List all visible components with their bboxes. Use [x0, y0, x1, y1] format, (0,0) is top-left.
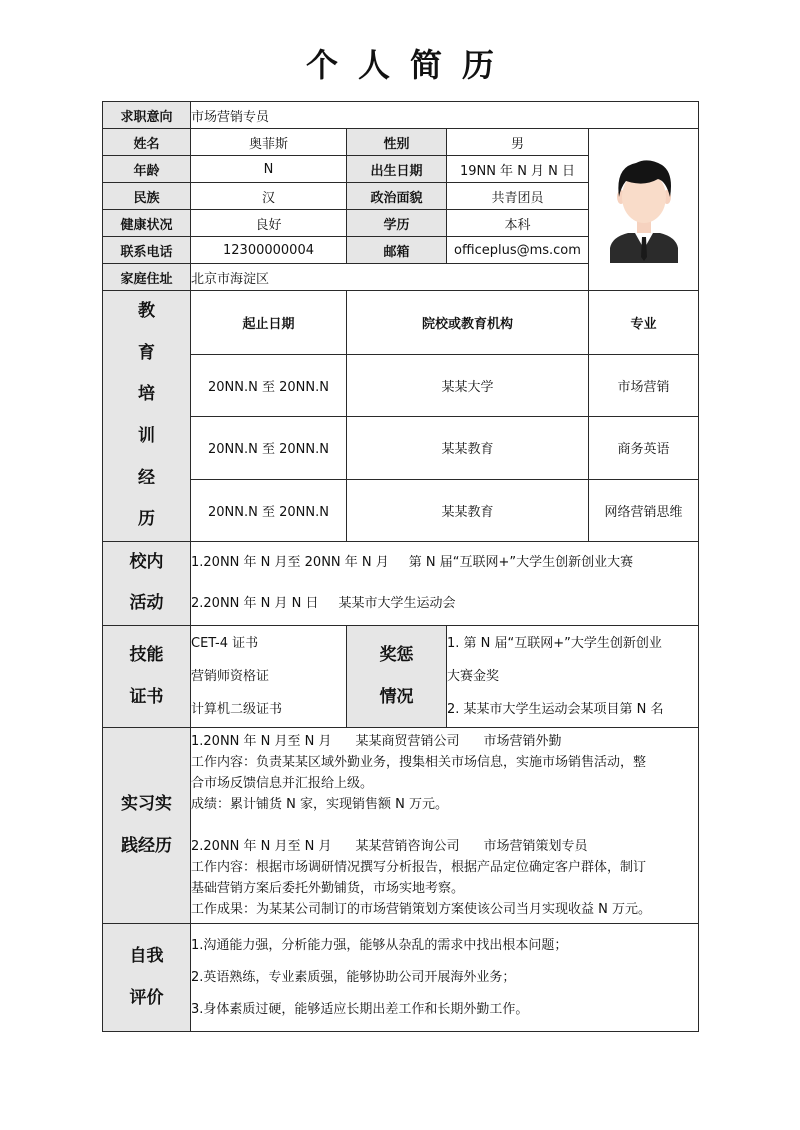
age-value: N: [191, 156, 347, 183]
job-intent-label: 求职意向: [103, 102, 191, 129]
edu-header-period: 起止日期: [191, 291, 347, 355]
edu-period: 20NN.N 至 20NN.N: [191, 479, 347, 541]
gender-label: 性别: [347, 129, 447, 156]
title-char: 个: [305, 46, 338, 84]
job-header: 1.20NN 年 N 月至 N 月 某某商贸营销公司 市场营销外勤: [191, 734, 562, 750]
table-row: [103, 354, 699, 416]
awards-section-label: 奖惩情况: [347, 626, 447, 728]
gender-value: 男: [447, 129, 589, 156]
campus-section-label: 校内活动: [103, 541, 191, 625]
resume-table: [102, 101, 699, 1032]
photo-cell: [589, 129, 699, 291]
job-header: 2.20NN 年 N 月至 N 月 某某营销咨询公司 市场营销策划专员: [191, 839, 588, 855]
ethnicity-value: 汉: [191, 183, 347, 210]
list-item: 2.英语熟练，专业素质强，能够协助公司开展海外业务；: [191, 969, 516, 985]
birth-label: 出生日期: [347, 156, 447, 183]
edu-school: 某某教育: [347, 417, 589, 479]
table-row: [103, 417, 699, 479]
list-item: 计算机二级证书: [191, 702, 283, 718]
page-title: [0, 40, 800, 86]
birth-value: 19NN 年 N 月 N 日: [447, 156, 589, 183]
edu-school: 某某教育: [347, 479, 589, 541]
edu-period: 20NN.N 至 20NN.N: [191, 417, 347, 479]
list-item: 2.20NN 年 N 月 N 日 某某市大学生运动会: [191, 596, 456, 612]
title-char: 人: [357, 46, 390, 84]
edu-header-major: 专业: [589, 291, 699, 355]
self-eval-section-label: 自我评价: [103, 924, 191, 1032]
title-char: 简: [410, 46, 443, 84]
certs-list: [191, 626, 347, 728]
ethnicity-label: 民族: [103, 183, 191, 210]
list-item: 3.身体素质过硬，能够适应长期出差工作和长期外勤工作。: [191, 1001, 529, 1017]
edu-period: 20NN.N 至 20NN.N: [191, 354, 347, 416]
political-value: 共青团员: [447, 183, 589, 210]
list-item: 1.20NN 年 N 月至 20NN 年 N 月 第 N 届“互联网+”大学生创新创业大赛: [191, 555, 634, 571]
edu-major: 商务英语: [589, 417, 699, 479]
age-label: 年龄: [103, 156, 191, 183]
edu-school: 某某大学: [347, 354, 589, 416]
campus-activities: [191, 541, 699, 625]
certs-section-label: 技能证书: [103, 626, 191, 728]
address-label: 家庭住址: [103, 264, 191, 291]
list-item: 1.沟通能力强，分析能力强，能够从杂乱的需求中找出根本问题；: [191, 937, 568, 953]
phone-label: 联系电话: [103, 237, 191, 264]
phone-value: 12300000004: [191, 237, 347, 264]
person-avatar-icon: [604, 153, 684, 263]
table-row: [103, 479, 699, 541]
internship-content: 1.20NN 年 N 月至 N 月 某某商贸营销公司 市场营销外勤 工作内容：负责某某区域外勤业务，搜集相关市场信息，实施市场销售活动，整 合市场反馈信息并汇报给上级。 成绩：累计铺货 N 家，实现销售额 N 万元。 2.20NN 年 N 月至 N 月 某某营销咨询公司 市场营销策划专员 工作内容：根据市场调研情况撰写分析报告，根据产品定位确定客户群体，制订 基础营销方案后委托外勤铺货，市场实地考察。 工作成果：为某某公司制订的市场营销策划方案使该公司当月实现收益 N 万元。: [191, 728, 699, 924]
edu-header-school: 院校或教育机构: [347, 291, 589, 355]
health-value: 良好: [191, 210, 347, 237]
list-item: 营销师资格证: [191, 669, 270, 685]
title-char: 历: [462, 46, 495, 84]
political-label: 政治面貌: [347, 183, 447, 210]
education-section-label: 教育培训经历: [103, 291, 191, 542]
health-label: 健康状况: [103, 210, 191, 237]
internship-section-label: 实习实践经历: [103, 728, 191, 924]
job-intent-value: 市场营销专员: [191, 102, 699, 129]
edu-major: 市场营销: [589, 354, 699, 416]
email-value: officeplus@ms.com: [447, 237, 589, 264]
address-value: 北京市海淀区: [191, 264, 589, 291]
list-item: CET-4 证书: [191, 636, 259, 652]
email-label: 邮箱: [347, 237, 447, 264]
degree-value: 本科: [447, 210, 589, 237]
edu-major: 网络营销思维: [589, 479, 699, 541]
self-eval-content: [191, 924, 699, 1032]
awards-list: 1. 第 N 届“互联网+”大学生创新创业 大赛金奖 2. 某某市大学生运动会某项目第 N 名: [447, 626, 699, 728]
name-label: 姓名: [103, 129, 191, 156]
name-value: 奥菲斯: [191, 129, 347, 156]
degree-label: 学历: [347, 210, 447, 237]
